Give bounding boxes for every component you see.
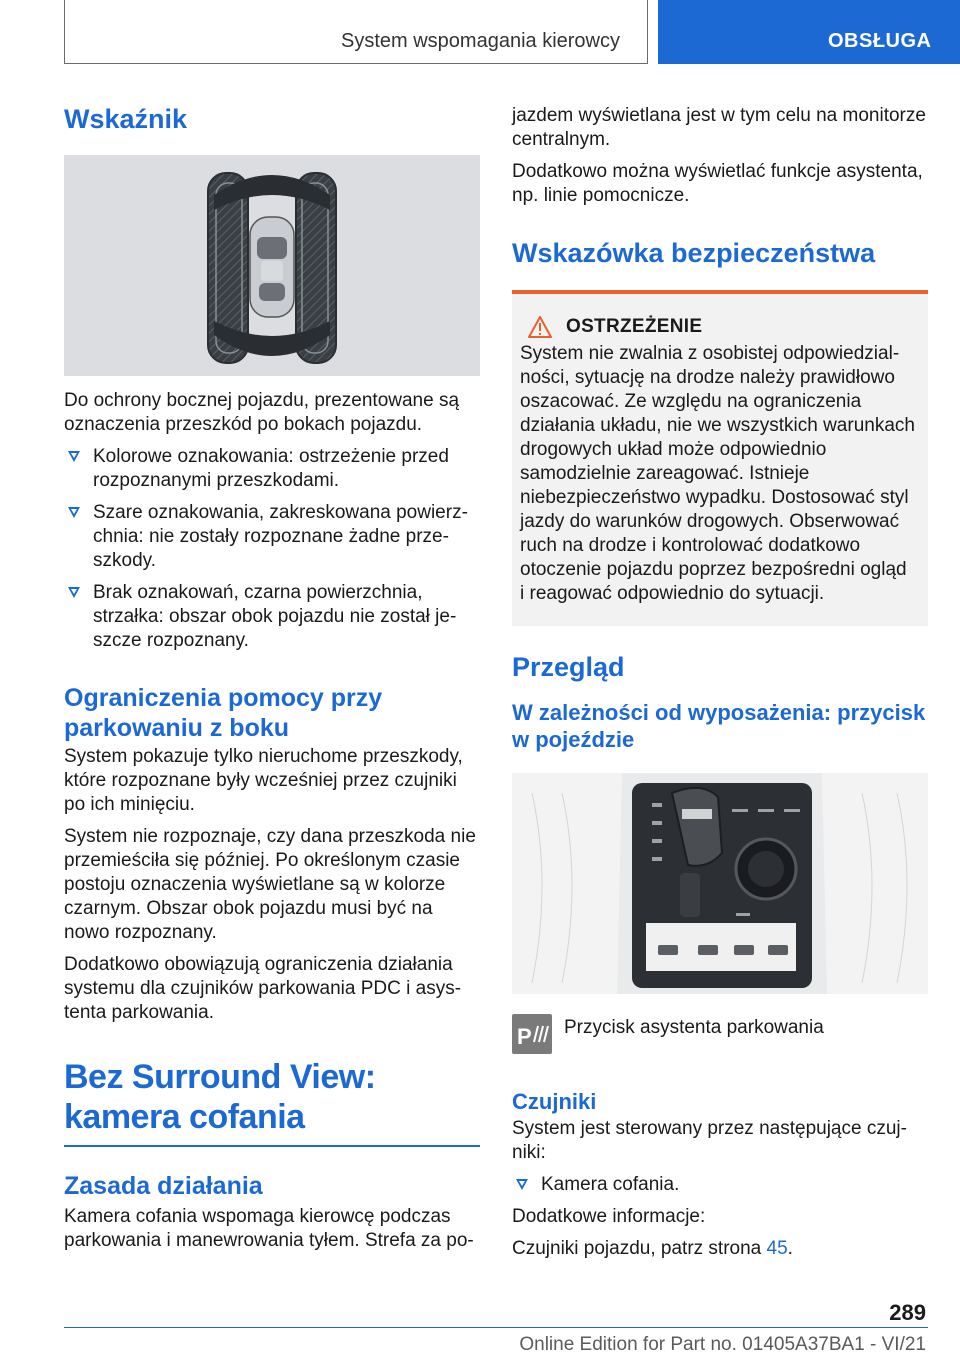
heading-zasada-dzialania: Zasada działania — [64, 1172, 263, 1200]
paragraph-6: jazdem wyświetlana jest w tym celu na monitorze centralnym. — [512, 105, 926, 150]
chapter-tab[interactable] — [658, 0, 960, 64]
paragraph-5: Kamera cofania wspomaga kierowcę podczas parkowania i manewrowania tyłem. Strefa za po- — [64, 1206, 474, 1251]
bullet-triangle-icon — [68, 507, 80, 518]
bullet-list-sensors — [512, 1173, 928, 1197]
bullet-list-markings — [64, 445, 480, 653]
heading-w-zaleznosci: W zależności od wyposażenia: przycisk w pojeździe — [512, 700, 926, 752]
center-console-image — [512, 773, 928, 994]
paragraph-1: Do ochrony bocznej pojazdu, prezentowane są oznaczenia przeszkód po bokach pojazdu. — [64, 390, 460, 435]
page-link-45[interactable]: 45 — [766, 1238, 788, 1259]
parking-assistant-button-icon[interactable] — [512, 1014, 552, 1054]
chapter-title: System wspomagania kierowcy — [341, 30, 620, 52]
svg-text:P: P — [517, 1024, 532, 1049]
heading-ograniczenia: Ograniczenia pomocy przy parkowaniu z boku — [64, 684, 383, 742]
controller-knob-icon — [736, 839, 796, 899]
warning-label: OSTRZEŻENIE — [566, 316, 703, 337]
bullet-triangle-icon — [68, 587, 80, 598]
paragraph-9: Dodatkowe informacje: — [512, 1206, 706, 1227]
heading-przeglad: Przegląd — [512, 652, 625, 682]
parking-display-image — [64, 155, 480, 376]
chapter-tab-label: OBSŁUGA — [828, 30, 932, 52]
parking-display-illustration — [64, 155, 480, 376]
bullet-triangle-icon — [516, 1179, 528, 1190]
paragraph-8: System jest sterowany przez następujące czujniki: — [512, 1118, 907, 1163]
bullet-triangle-icon — [68, 451, 80, 462]
heading-wskaznik: Wskaźnik — [64, 104, 188, 134]
parking-p-icon — [512, 1014, 552, 1054]
parking-assistant-button-label: Przycisk asystenta parkowania — [564, 1017, 824, 1038]
parking-assistant-button-row — [512, 1014, 928, 1054]
right-column — [512, 96, 928, 1261]
paragraph-4: Dodatkowo obowiązują ograniczenia działania systemu dla czujników parkowania PDC i asystenta parkowania. — [64, 954, 462, 1023]
section-divider — [64, 1145, 480, 1147]
heading-bez-surround-view: Bez Surround View: kamera cofania — [64, 1058, 376, 1136]
warning-text: System nie zwalnia z osobistej odpowiedzialności, sytuację na drodze należy prawidłowo oszacować. Ze względu na ograniczenia działania układu, nie we wszystkich warunkach drogowych układ może odpowiednio samodzielnie zareagować. Istnieje niebezpieczeństwo wypadku. Dostosować styl jazdy do warunków drogowych. Obserwować ruch na drodze i kontrolować dodatkowo otoczenie pojazdu poprzez bezpośredni ogląd i reagować odpowiednio do sytuacji. — [520, 343, 915, 604]
footer-divider — [64, 1327, 928, 1328]
list-item: Kamera cofania. — [512, 1173, 928, 1197]
list-item: Kolorowe oznakowania: ostrzeżenie przed rozpoznanymi przeszkodami. — [64, 445, 480, 493]
paragraph-2: System pokazuje tylko nieruchome przeszkody, które rozpoznane były wcześniej przez czujniki po ich minięciu. — [64, 746, 463, 815]
paragraph-10: Czujniki pojazdu, patrz strona 45. — [512, 1238, 793, 1259]
paragraph-3: System nie rozpoznaje, czy dana przeszkoda nie przemieściła się później. Po określonym czasie postoju oznaczenia wyświetlane są w kolorze czarnym. Obszar obok pojazdu musi być na nowo rozpoznany. — [64, 826, 476, 943]
list-item: Szare oznakowania, zakreskowana powierzchnia: nie zostały rozpoznane żadne przeszkody. — [64, 501, 480, 573]
edition-info: Online Edition for Part no. 01405A37BA1 - VI/21 — [519, 1334, 926, 1355]
paragraph-7: Dodatkowo można wyświetlać funkcje asystenta, np. linie pomocnicze. — [512, 161, 923, 206]
car-top-view-icon — [250, 217, 294, 317]
warning-title — [520, 316, 916, 338]
heading-czujniki: Czujniki — [512, 1089, 597, 1114]
list-item: Brak oznakowań, czarna powierzchnia, strzałka: obszar obok pojazdu nie został jeszcze rozpoznany. — [64, 581, 480, 653]
warning-box — [512, 290, 928, 626]
heading-wskazowka-bezpieczenstwa: Wskazówka bezpieczeństwa — [512, 238, 876, 268]
left-column — [64, 96, 480, 1253]
warning-triangle-icon — [528, 316, 552, 338]
center-console-illustration — [512, 773, 928, 994]
page-number: 289 — [889, 1300, 926, 1325]
